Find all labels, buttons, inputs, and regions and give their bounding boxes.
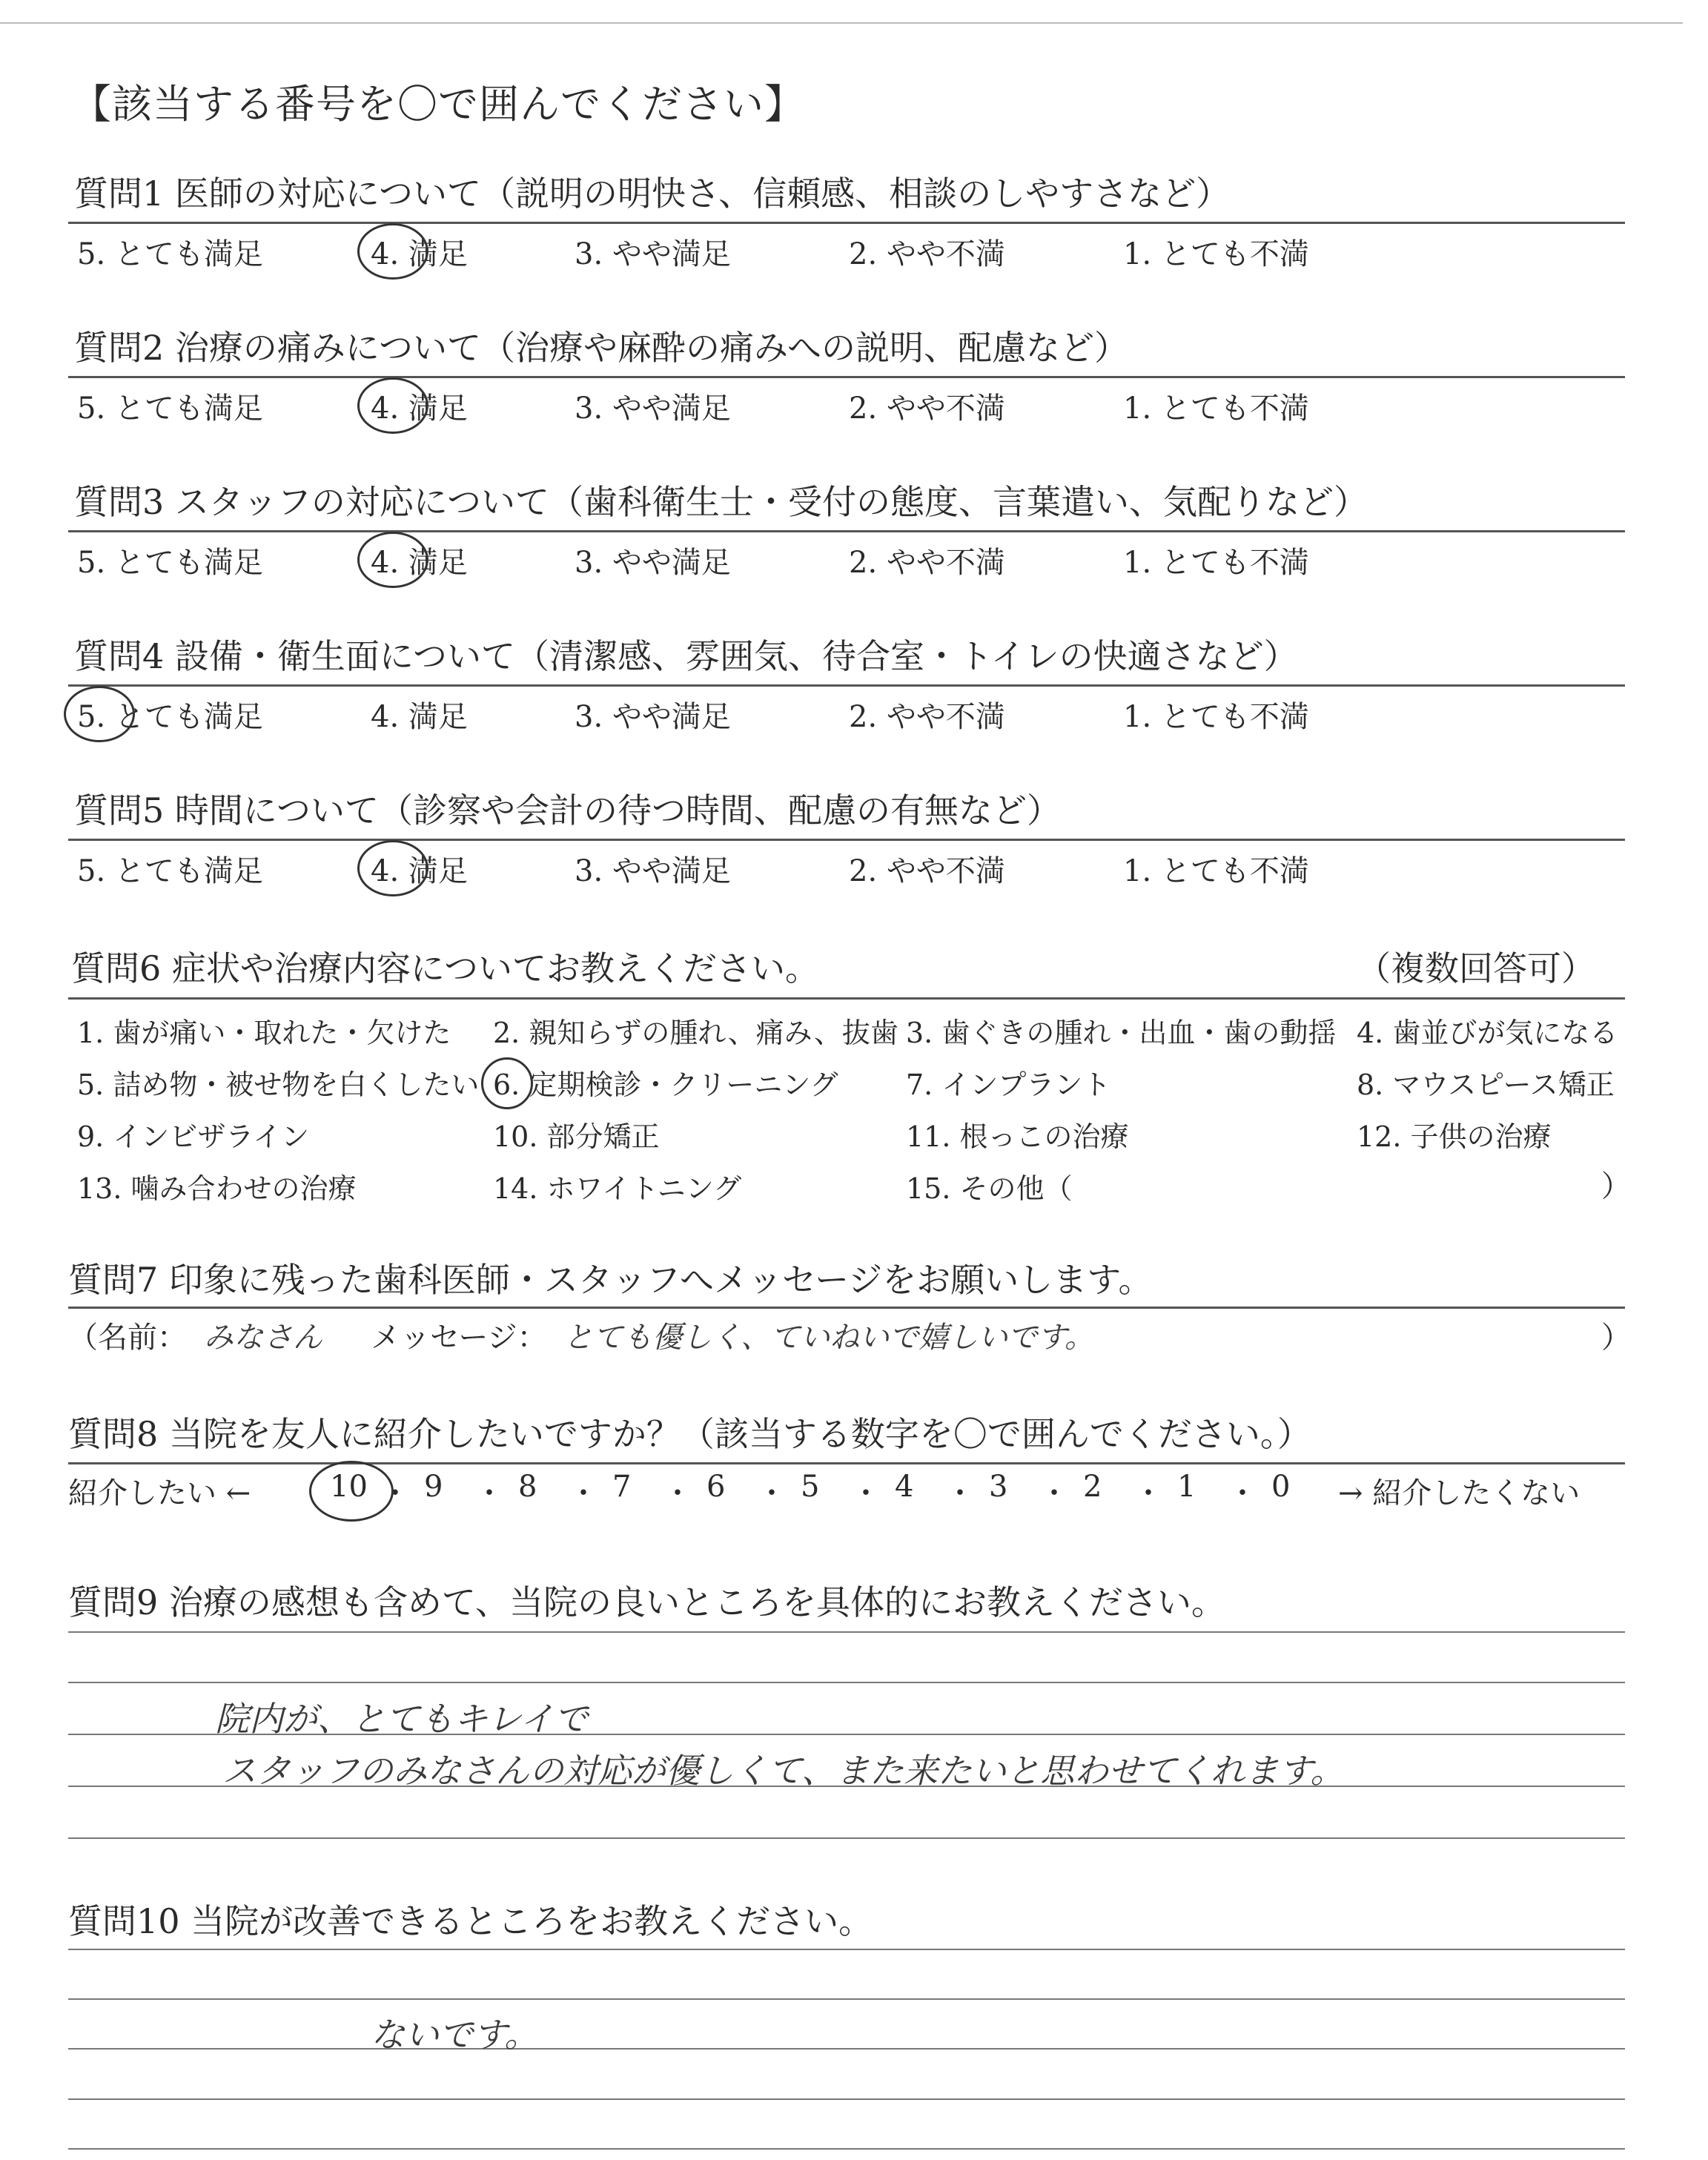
q7-close: ） — [1601, 1321, 1631, 1355]
q10-title: 質問10 当院が改善できるところをお教えください。 — [68, 1901, 873, 1941]
q6-rule — [68, 997, 1625, 1000]
q8-scale-separator: ・ — [1133, 1476, 1163, 1510]
page-top-border — [0, 22, 1683, 24]
q6-option[interactable]: 12. 子供の治療 — [1357, 1120, 1552, 1153]
q4-title: 質問4 設備・衛生面について（清潔感、雰囲気、待合室・トイレの快適さなど） — [74, 636, 1298, 676]
q9-line — [68, 1682, 1625, 1683]
q8-scale-separator: ・ — [569, 1476, 598, 1510]
q1-option[interactable]: 1. とても不満 — [1123, 237, 1309, 271]
q2-rule — [68, 376, 1625, 378]
q8-scale-separator: ・ — [945, 1476, 975, 1510]
q4-option[interactable]: 4. 満足 — [371, 700, 468, 734]
q3-title: 質問3 スタッフの対応について（歯科衛生士・受付の態度、言葉遣い、気配りなど） — [74, 482, 1368, 522]
q3-option[interactable]: 4. 満足 — [371, 546, 468, 580]
q5-selection-circle — [357, 840, 428, 896]
q3-option[interactable]: 3. やや満足 — [575, 546, 731, 580]
q8-scale-separator: ・ — [851, 1476, 881, 1510]
q3-option[interactable]: 1. とても不満 — [1123, 546, 1309, 580]
q9-title: 質問9 治療の感想も含めて、当院の良いところを具体的にお教えください。 — [68, 1582, 1225, 1622]
q10-line — [68, 1998, 1625, 2000]
q3-option[interactable]: 2. やや不満 — [849, 546, 1005, 580]
q1-selection-circle — [357, 223, 428, 280]
q4-rule — [68, 684, 1625, 687]
q6-option[interactable]: 11. 根っこの治療 — [906, 1120, 1129, 1153]
q8-scale-separator: ・ — [474, 1476, 504, 1510]
q2-selection-circle — [357, 377, 428, 434]
q6-option[interactable]: 10. 部分矯正 — [493, 1120, 660, 1153]
q8-scale-value[interactable]: 1 — [1177, 1470, 1196, 1504]
q5-option[interactable]: 2. やや不満 — [849, 854, 1005, 888]
q7-name-label: （名前： — [68, 1321, 187, 1355]
q8-scale-separator: ・ — [663, 1476, 692, 1510]
q2-option[interactable]: 4. 満足 — [371, 392, 468, 426]
q7-message-value[interactable]: とても優しく、ていねいで嬉しいです。 — [563, 1321, 1094, 1355]
q10-answer-line[interactable]: ないです。 — [371, 2015, 539, 2055]
q6-option[interactable]: 8. マウスピース矯正 — [1357, 1069, 1615, 1101]
q8-scale-value[interactable]: 3 — [989, 1470, 1008, 1504]
q2-option[interactable]: 3. やや満足 — [575, 392, 731, 426]
q10-line — [68, 1949, 1625, 1950]
q10-line — [68, 2098, 1625, 2100]
q7-message-label: メッセージ： — [371, 1321, 547, 1355]
q4-selection-circle — [64, 686, 135, 742]
q3-rule — [68, 530, 1625, 532]
q5-title: 質問5 時間について（診察や会計の待つ時間、配慮の有無など） — [74, 790, 1061, 830]
q10-line — [68, 2048, 1625, 2050]
q6-option[interactable]: 3. 歯ぐきの腫れ・出血・歯の動揺 — [906, 1017, 1337, 1049]
q1-title: 質問1 医師の対応について（説明の明快さ、信頼感、相談のしやすさなど） — [74, 174, 1231, 214]
page-heading: 【該当する番号を〇で囲んでください】 — [71, 81, 805, 128]
q4-option[interactable]: 3. やや満足 — [575, 700, 731, 734]
q6-option[interactable]: 5. 詰め物・被せ物を白くしたい — [77, 1069, 480, 1101]
q8-scale-value[interactable]: 0 — [1271, 1470, 1291, 1504]
q5-option[interactable]: 3. やや満足 — [575, 854, 731, 888]
q6-option[interactable]: 14. ホワイトニング — [493, 1172, 742, 1205]
q8-scale-separator: ・ — [757, 1476, 787, 1510]
q1-option[interactable]: 2. やや不満 — [849, 237, 1005, 271]
q8-selection-circle — [309, 1461, 394, 1522]
q6-title: 質問6 症状や治療内容についてお教えください。 — [71, 948, 819, 988]
q8-scale-value[interactable]: 10 — [330, 1470, 368, 1504]
q1-rule — [68, 222, 1625, 224]
q4-option[interactable]: 2. やや不満 — [849, 700, 1005, 734]
q6-option[interactable]: 4. 歯並びが気になる — [1357, 1017, 1618, 1049]
q6-option[interactable]: 7. インプラント — [906, 1069, 1111, 1101]
q8-scale-value[interactable]: 5 — [801, 1470, 820, 1504]
q3-option[interactable]: 5. とても満足 — [77, 546, 263, 580]
q9-answer-line[interactable]: 院内が、とてもキレイで — [215, 1699, 589, 1739]
q4-option[interactable]: 5. とても満足 — [77, 700, 263, 734]
q6-option[interactable]: 9. インビザライン — [77, 1120, 310, 1153]
q1-option[interactable]: 5. とても満足 — [77, 237, 263, 271]
q8-scale-separator: ・ — [1228, 1476, 1257, 1510]
q6-note: （複数回答可） — [1357, 948, 1595, 988]
q5-option[interactable]: 5. とても満足 — [77, 854, 263, 888]
q3-selection-circle — [357, 532, 428, 588]
q8-scale-value[interactable]: 6 — [706, 1470, 726, 1504]
q1-option[interactable]: 3. やや満足 — [575, 237, 731, 271]
q9-answer-line[interactable]: スタッフのみなさんの対応が優しくて、また来たいと思わせてくれます。 — [222, 1751, 1345, 1791]
q6-option[interactable]: 13. 噛み合わせの治療 — [77, 1172, 357, 1205]
q6-selection-circle — [481, 1057, 533, 1109]
q1-option[interactable]: 4. 満足 — [371, 237, 468, 271]
q8-right-label: → 紹介したくない — [1338, 1476, 1580, 1510]
q2-option[interactable]: 1. とても不満 — [1123, 392, 1309, 426]
q2-option[interactable]: 5. とても満足 — [77, 392, 263, 426]
q10-line — [68, 2148, 1625, 2150]
q2-option[interactable]: 2. やや不満 — [849, 392, 1005, 426]
q8-scale-separator: ・ — [380, 1476, 410, 1510]
q8-scale-value[interactable]: 7 — [612, 1470, 632, 1504]
q8-scale-separator: ・ — [1039, 1476, 1069, 1510]
q8-title: 質問8 当院を友人に紹介したいですか？（該当する数字を〇で囲んでください。） — [68, 1414, 1311, 1454]
q7-title: 質問7 印象に残った歯科医師・スタッフへメッセージをお願いします。 — [68, 1260, 1153, 1300]
q8-scale-value[interactable]: 4 — [895, 1470, 914, 1504]
q7-rule — [68, 1307, 1625, 1309]
q7-name-value[interactable]: みなさん — [204, 1321, 322, 1355]
q6-option[interactable]: 2. 親知らずの腫れ、痛み、抜歯 — [493, 1017, 898, 1049]
q5-option[interactable]: 1. とても不満 — [1123, 854, 1309, 888]
q4-option[interactable]: 1. とても不満 — [1123, 700, 1309, 734]
q9-line — [68, 1837, 1625, 1839]
q9-line — [68, 1631, 1625, 1633]
q8-scale-value[interactable]: 8 — [518, 1470, 537, 1504]
q8-scale-value[interactable]: 9 — [424, 1470, 443, 1504]
q5-option[interactable]: 4. 満足 — [371, 854, 468, 888]
q5-rule — [68, 839, 1625, 841]
q6-option[interactable]: 6. 定期検診・クリーニング — [493, 1069, 838, 1101]
q6-option[interactable]: 15. その他（ — [906, 1172, 1073, 1205]
q6-option[interactable]: 1. 歯が痛い・取れた・欠けた — [77, 1017, 451, 1049]
q8-left-label: 紹介したい ← — [68, 1476, 251, 1510]
q6-other-close: ） — [1601, 1169, 1631, 1203]
q8-scale-value[interactable]: 2 — [1083, 1470, 1102, 1504]
q8-rule — [68, 1462, 1625, 1464]
q2-title: 質問2 治療の痛みについて（治療や麻酔の痛みへの説明、配慮など） — [74, 328, 1129, 368]
